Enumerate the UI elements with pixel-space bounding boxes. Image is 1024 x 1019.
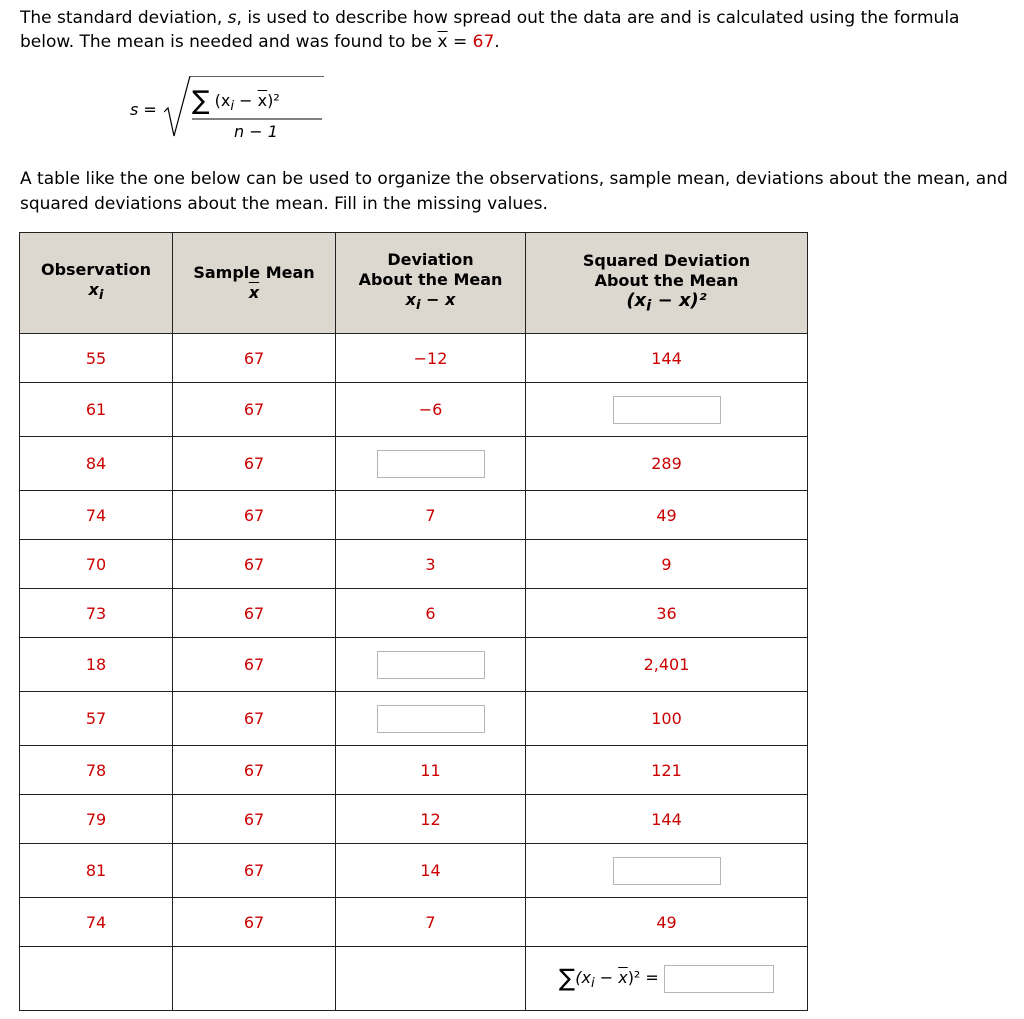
squared-deviation-cell: 36 (526, 589, 808, 638)
num-sub-i: i (230, 99, 235, 115)
sample-mean-cell: 67 (173, 491, 336, 540)
observation-cell: 74 (20, 491, 173, 540)
deviation-cell: 7 (336, 491, 526, 540)
squared-deviation-answer-input[interactable] (613, 857, 721, 885)
squared-deviation-cell: 49 (526, 898, 808, 947)
deviation-table (19, 232, 808, 1011)
formula-numerator (192, 86, 280, 116)
sum-row-empty-cell (20, 947, 173, 1011)
squared-deviation-cell: 289 (526, 437, 808, 491)
sum-row-empty-cell (336, 947, 526, 1011)
num-minus: − (234, 91, 258, 110)
intro-line-1 (20, 6, 1024, 30)
squared-deviation-cell: 144 (526, 795, 808, 844)
header-deviation-line2: About the Mean (358, 269, 503, 289)
observation-cell: 74 (20, 898, 173, 947)
observation-cell: 78 (20, 746, 173, 795)
header-squared-close: − x)² (651, 289, 707, 311)
deviation-cell: 14 (336, 844, 526, 898)
squared-deviation-cell: 144 (526, 334, 808, 383)
header-observation (20, 233, 173, 334)
s-variable: s (227, 8, 237, 28)
squared-deviation-cell: 121 (526, 746, 808, 795)
deviation-cell: −12 (336, 334, 526, 383)
observation-cell: 55 (20, 334, 173, 383)
table-row (20, 638, 808, 692)
table-header-row (20, 233, 808, 334)
intro-line2-text: below. The mean is needed and was found to be (20, 32, 438, 52)
table-row (20, 746, 808, 795)
sum-expr-xbar: $\overline{x}$ (618, 968, 628, 988)
sum-expr-sub: i (590, 976, 595, 992)
header-squared-sub: i (646, 296, 652, 315)
sigma-icon: ∑ (192, 86, 210, 116)
header-deviation-xbar: − x (420, 289, 456, 309)
observation-cell: 73 (20, 589, 173, 638)
table-row (20, 844, 808, 898)
squared-deviation-cell (526, 844, 808, 898)
header-deviation-x: x (405, 289, 416, 309)
squared-deviation-cell: 100 (526, 692, 808, 746)
deviation-cell: 7 (336, 898, 526, 947)
sample-mean-cell: 67 (173, 437, 336, 491)
num-xbar: $\overline{x}$ (257, 91, 268, 110)
xbar-symbol: $\overline{x}$ (437, 32, 448, 52)
squared-deviation-cell: 2,401 (526, 638, 808, 692)
header-observation-var: x (88, 279, 99, 299)
sum-answer-input[interactable] (664, 965, 774, 993)
header-deviation (336, 233, 526, 334)
header-sample-mean-label: Sample Mean (193, 263, 315, 282)
header-deviation-sub: i (415, 298, 421, 314)
deviation-cell: 11 (336, 746, 526, 795)
intro-part1: The standard deviation, (20, 8, 228, 28)
sample-mean-cell: 67 (173, 638, 336, 692)
observation-cell: 81 (20, 844, 173, 898)
sum-expr-minus: − (594, 968, 619, 988)
table-row (20, 383, 808, 437)
sample-mean-cell: 67 (173, 844, 336, 898)
table-row (20, 589, 808, 638)
deviation-answer-input[interactable] (377, 651, 485, 679)
intro-line-2 (20, 30, 1024, 54)
observation-cell: 79 (20, 795, 173, 844)
sample-mean-cell: 67 (173, 383, 336, 437)
header-observation-label: Observation (40, 259, 152, 279)
header-squared-line2: About the Mean (594, 270, 739, 290)
num-open: (x (214, 91, 231, 110)
sum-cell (526, 947, 808, 1011)
header-sample-mean-var: $\overline{x}$ (248, 283, 260, 302)
deviation-cell (336, 437, 526, 491)
deviation-cell: 6 (336, 589, 526, 638)
deviation-cell: −6 (336, 383, 526, 437)
num-close: )² (267, 91, 280, 110)
squared-deviation-answer-input[interactable] (613, 396, 721, 424)
mean-value: 67 (472, 32, 495, 52)
intro-text (20, 6, 1024, 54)
sample-mean-cell: 67 (173, 334, 336, 383)
instructions-text: A table like the one below can be used to organize the observations, sample mean, deviations about the mean, and squared deviations about the mean. Fill in the missing values. (20, 169, 1008, 214)
sum-expr-open: (x (575, 968, 591, 988)
std-dev-formula (130, 76, 390, 146)
sample-mean-cell: 67 (173, 746, 336, 795)
table-row (20, 898, 808, 947)
header-observation-sub: i (98, 288, 104, 304)
table-row (20, 334, 808, 383)
table-row (20, 437, 808, 491)
table-row (20, 692, 808, 746)
equals-sign: = (447, 32, 473, 52)
sample-mean-cell: 67 (173, 795, 336, 844)
period: . (494, 32, 500, 52)
deviation-cell (336, 692, 526, 746)
squared-deviation-cell: 49 (526, 491, 808, 540)
header-squared-open: (x (626, 289, 647, 311)
observation-cell: 57 (20, 692, 173, 746)
observation-cell: 61 (20, 383, 173, 437)
deviation-cell: 12 (336, 795, 526, 844)
deviation-cell: 3 (336, 540, 526, 589)
squared-deviation-cell: 9 (526, 540, 808, 589)
sum-row (20, 947, 808, 1011)
table-row (20, 540, 808, 589)
header-squared-deviation (526, 233, 808, 334)
observation-cell: 84 (20, 437, 173, 491)
observation-cell: 70 (20, 540, 173, 589)
sum-row-empty-cell (173, 947, 336, 1011)
table-row (20, 795, 808, 844)
sample-mean-cell: 67 (173, 589, 336, 638)
deviation-answer-input[interactable] (377, 705, 485, 733)
table-row (20, 491, 808, 540)
table-body (20, 334, 808, 1011)
squared-deviation-cell (526, 383, 808, 437)
observation-cell: 18 (20, 638, 173, 692)
sum-expr-close: )² = (627, 968, 659, 988)
header-deviation-line1: Deviation (387, 249, 474, 269)
deviation-answer-input[interactable] (377, 450, 485, 478)
sample-mean-cell: 67 (173, 692, 336, 746)
sample-mean-cell: 67 (173, 898, 336, 947)
formula-s-eq: s = (130, 100, 157, 119)
formula-denominator: n − 1 (234, 122, 278, 141)
header-squared-line1: Squared Deviation (582, 250, 751, 270)
intro-part2: , is used to describe how spread out the data are and is calculated using the formula (236, 8, 960, 28)
deviation-cell (336, 638, 526, 692)
sample-mean-cell: 67 (173, 540, 336, 589)
header-sample-mean (173, 233, 336, 334)
sum-sigma-icon: ∑ (559, 964, 576, 993)
